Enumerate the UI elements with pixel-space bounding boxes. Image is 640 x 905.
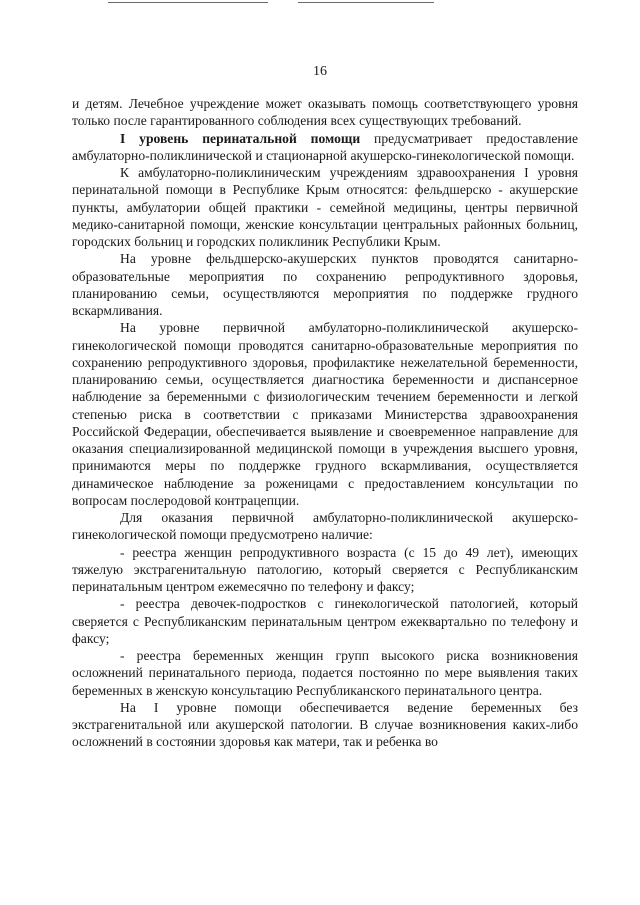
paragraph-bold-lead: I уровень перинатальной помощи xyxy=(120,130,361,146)
paragraph-text: предусматривает предоставление амбулаторно-поликлинической и стационарной акушерско-гинекологической помощи. xyxy=(72,130,578,163)
list-item-high-risk-registry: - реестра беременных женщин групп высокого риска возникновения осложнений перинатального периода, подается постоянно по мере выявления таких беременных в женскую консультацию Республиканского перинатального центра. xyxy=(72,648,578,698)
paragraph-primary-care-level: На уровне первичной амбулаторно-поликлинической акушерско-гинекологической помощи проводятся санитарно-образовательные мероприятия по сохранению репродуктивного здоровья, профилактике нежелательной беременности, планированию семьи, осуществляется диагностика беременности и диспансерное наблюдение за беременными с физиологическим течением беременности и легкой степенью риска в соответствии с приказами Министерства здравоохранения Российской Федерации, обеспечивается выявление и своевременное направление для оказания специализированной медицинской помощи в учреждения высшего уровня, принимаются меры по поддержке грудного вскармливания, осуществляется динамическое наблюдение за роженицами с предоставлением консультации по вопросам послеродовой контрацепции. xyxy=(72,320,578,508)
paragraph-level-one-management: На I уровне помощи обеспечивается ведение беременных без экстрагенитальной или акушерской патологии. В случае возникновения каких-либо осложнений в состоянии здоровья как матери, так и ребенка во xyxy=(72,699,578,750)
paragraph-registries-intro: Для оказания первичной амбулаторно-поликлинической акушерско-гинекологической помощи предусмотрено наличие: xyxy=(72,510,578,543)
document-body xyxy=(72,95,578,751)
list-item-women-registry: - реестра женщин репродуктивного возраста (с 15 до 49 лет), имеющих тяжелую экстрагенитальную патологию, который сверяется с Республиканским перинатальным центром ежемесячно по телефону и факсу; xyxy=(72,544,578,594)
page-number: 16 xyxy=(313,64,327,79)
paragraph-continuation: и детям. Лечебное учреждение может оказывать помощь соответствующего уровня только после гарантированного соблюдения всех существующих требований. xyxy=(72,96,578,129)
scan-edge-line-right xyxy=(298,2,434,3)
paragraph-level-one-definition xyxy=(72,130,578,165)
paragraph-institutions: К амбулаторно-поликлиническим учреждениям здравоохранения I уровня перинатальной помощи в Республике Крым относятся: фельдшерско - акушерские пункты, амбулатории общей практики - семейной медицины, центры первичной медико-санитарной помощи, женские консультации центральных районных больниц, городских больниц и городских поликлиник Республики Крым. xyxy=(72,165,578,249)
paragraph-fap-level: На уровне фельдшерско-акушерских пунктов проводятся санитарно-образовательные мероприятия по сохранению репродуктивного здоровья, планированию семьи, осуществляются мероприятия по поддержке грудного вскармливания. xyxy=(72,251,578,318)
list-item-adolescent-registry: - реестра девочек-подростков с гинекологической патологией, который сверяется с Республиканским перинатальным центром ежеквартально по телефону и факсу; xyxy=(72,596,578,646)
scan-edge-line-left xyxy=(108,2,268,3)
